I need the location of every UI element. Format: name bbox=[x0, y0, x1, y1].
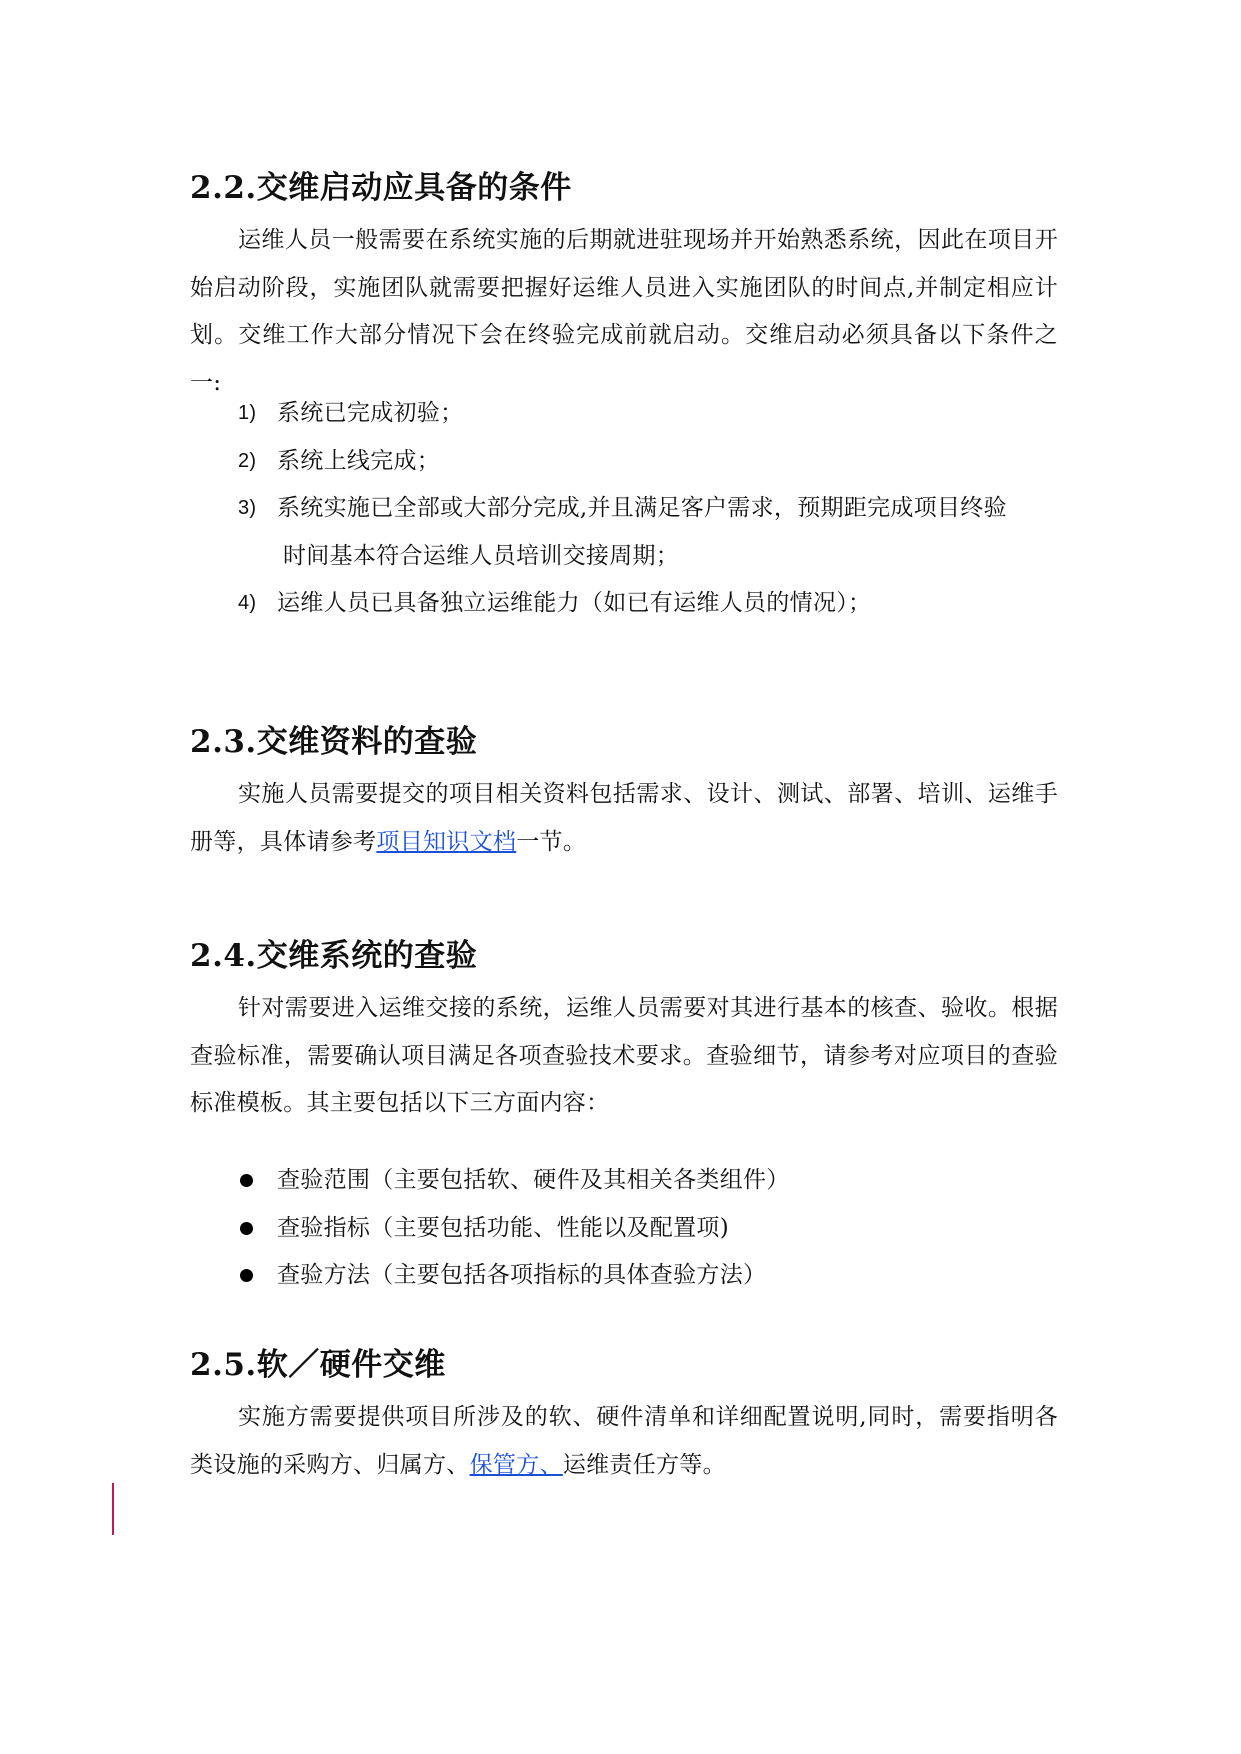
bullet-item bbox=[190, 1252, 790, 1300]
conditions-list bbox=[190, 390, 1058, 628]
bullet-item bbox=[190, 1205, 790, 1253]
list-item bbox=[190, 485, 1058, 580]
paragraph-2-3 bbox=[190, 771, 1058, 866]
list-item-text-continued: 时间基本符合运维人员培训交接周期； bbox=[283, 542, 680, 569]
heading-2-4: 2.4.交维系统的查验 bbox=[190, 938, 478, 974]
paragraph-2-5 bbox=[190, 1394, 1058, 1489]
revision-change-bar bbox=[112, 1483, 114, 1535]
paragraph-text: 实施人员需要提交的项目相关资料包括需求、设计、测试、部署、培训、运维手册等，具体请参考 bbox=[190, 781, 1058, 855]
list-item-text: 系统实施已全部或大部分完成,并且满足客户需求，预期距完成项目终验 bbox=[277, 495, 1007, 521]
paragraph-text: 实施方需要提供项目所涉及的软、硬件清单和详细配置说明,同时，需要指明各类设施的采购方、归属方、 bbox=[190, 1404, 1058, 1478]
list-number: 2) bbox=[238, 449, 257, 472]
bullet-item-text: 查验指标（主要包括功能、性能以及配置项) bbox=[277, 1214, 729, 1241]
list-item bbox=[190, 438, 1058, 486]
heading-2-2: 2.2.交维启动应具备的条件 bbox=[190, 170, 572, 206]
custodian-link[interactable]: 保管方、 bbox=[469, 1451, 563, 1478]
bullet-dot-icon bbox=[240, 1269, 253, 1282]
bullet-item-text: 查验方法（主要包括各项指标的具体查验方法） bbox=[277, 1262, 767, 1288]
bullet-item bbox=[190, 1157, 790, 1205]
paragraph-2-2-intro: 运维人员一般需要在系统实施的后期就进驻现场并开始熟悉系统，因此在项目开始启动阶段，实施团队就需要把握好运维人员进入实施团队的时间点,并制定相应计划。交维工作大部分情况下会在终验完成前就启动。交维启动必须具备以下条件之一: bbox=[190, 227, 1058, 396]
paragraph-text: 运维责任方等。 bbox=[562, 1451, 726, 1478]
paragraph-text: 一节。 bbox=[516, 828, 587, 855]
paragraph-2-4-intro: 针对需要进入运维交接的系统，运维人员需要对其进行基本的核查、验收。根据查验标准，需要确认项目满足各项查验技术要求。查验细节，请参考对应项目的查验标准模板。其主要包括以下三方面内容： bbox=[190, 995, 1058, 1116]
list-item bbox=[190, 580, 1058, 628]
inspection-bullet-list bbox=[190, 1157, 790, 1300]
project-knowledge-doc-link[interactable]: 项目知识文档 bbox=[376, 828, 517, 855]
bullet-item-text: 查验范围（主要包括软、硬件及其相关各类组件） bbox=[277, 1167, 790, 1193]
bullet-dot-icon bbox=[240, 1174, 253, 1187]
list-item-text: 系统上线完成； bbox=[277, 447, 441, 474]
heading-2-5: 2.5.软／硬件交维 bbox=[190, 1347, 446, 1383]
list-number: 3) bbox=[238, 497, 257, 519]
list-item-text: 系统已完成初验； bbox=[277, 400, 464, 426]
list-number: 1) bbox=[238, 402, 257, 424]
bullet-dot-icon bbox=[240, 1222, 253, 1235]
list-number: 4) bbox=[238, 592, 257, 614]
list-item-text: 运维人员已具备独立运维能力（如已有运维人员的情况）； bbox=[277, 590, 872, 616]
heading-2-3: 2.3.交维资料的查验 bbox=[190, 724, 478, 760]
list-item bbox=[190, 390, 1058, 438]
